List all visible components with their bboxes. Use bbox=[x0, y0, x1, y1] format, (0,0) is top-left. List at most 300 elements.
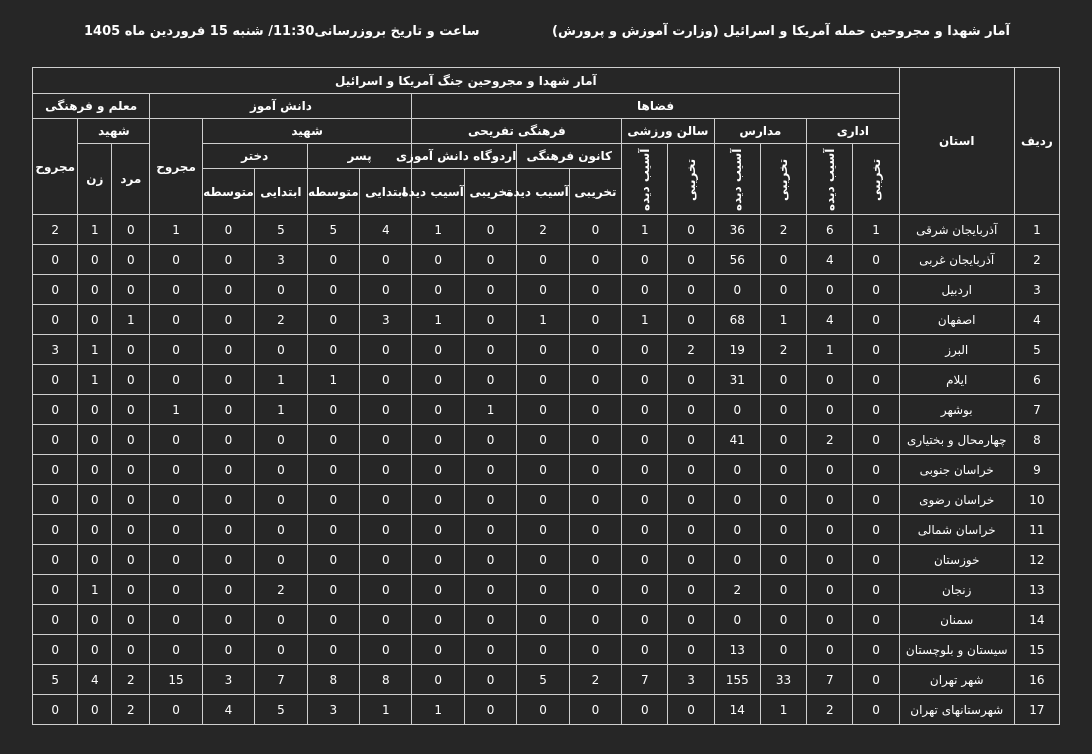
students-injured-cell: 0 bbox=[150, 365, 202, 395]
students-injured-cell: 15 bbox=[150, 665, 202, 695]
admin-damaged-cell: 0 bbox=[807, 485, 853, 515]
kanoon-header: کانون فرهنگی bbox=[517, 144, 622, 169]
admin-damaged-cell: 0 bbox=[807, 545, 853, 575]
students-injured-cell: 0 bbox=[150, 695, 202, 725]
teachers-female-cell: 0 bbox=[78, 455, 112, 485]
kanoon-damaged-cell: 0 bbox=[517, 455, 569, 485]
camp-destroy-cell: 0 bbox=[464, 635, 516, 665]
admin-destroy-cell: 0 bbox=[853, 485, 899, 515]
row-number: 15 bbox=[1014, 635, 1059, 665]
camp-damaged-cell: 0 bbox=[412, 455, 464, 485]
boy-header: پسر bbox=[307, 144, 412, 169]
schools-destroy-cell: 2 bbox=[760, 215, 806, 245]
teachers-martyr-header: شهید bbox=[78, 119, 150, 144]
admin-destroy-header: تخریبی bbox=[853, 144, 899, 215]
male-header: مرد bbox=[112, 144, 150, 215]
camp-destroy-cell: 1 bbox=[464, 395, 516, 425]
teachers-injured-cell: 0 bbox=[33, 245, 78, 275]
gym-damaged-cell: 7 bbox=[622, 665, 668, 695]
gym-destroy-cell: 0 bbox=[668, 605, 714, 635]
girl-secondary-cell: 0 bbox=[202, 275, 254, 305]
boy-elementary-cell: 0 bbox=[360, 455, 412, 485]
province-name: خراسان رضوی bbox=[899, 485, 1014, 515]
kanoon-destroy-cell: 0 bbox=[569, 305, 621, 335]
schools-damaged-cell: 31 bbox=[714, 365, 760, 395]
boy-secondary-cell: 0 bbox=[307, 335, 359, 365]
teachers-female-cell: 0 bbox=[78, 245, 112, 275]
kanoon-damaged-cell: 0 bbox=[517, 395, 569, 425]
camp-damaged-cell: 1 bbox=[412, 305, 464, 335]
kanoon-destroy-cell: 0 bbox=[569, 515, 621, 545]
schools-destroy-cell: 0 bbox=[760, 395, 806, 425]
province-name: زنجان bbox=[899, 575, 1014, 605]
gym-damaged-cell: 0 bbox=[622, 605, 668, 635]
schools-damaged-cell: 56 bbox=[714, 245, 760, 275]
camp-destroy-cell: 0 bbox=[464, 365, 516, 395]
gym-damaged-cell: 0 bbox=[622, 545, 668, 575]
kanoon-damaged-cell: 0 bbox=[517, 575, 569, 605]
province-name: سمنان bbox=[899, 605, 1014, 635]
girl-secondary-cell: 0 bbox=[202, 215, 254, 245]
table-row bbox=[33, 395, 1060, 425]
boy-elementary-cell: 0 bbox=[360, 365, 412, 395]
students-injured-cell: 0 bbox=[150, 605, 202, 635]
kanoon-damaged-cell: 0 bbox=[517, 485, 569, 515]
spaces-group-header: فضاها bbox=[412, 94, 899, 119]
camp-destroy-cell: 0 bbox=[464, 485, 516, 515]
boy-secondary-cell: 0 bbox=[307, 575, 359, 605]
schools-damaged-cell: 0 bbox=[714, 545, 760, 575]
row-number: 13 bbox=[1014, 575, 1059, 605]
camp-destroy-cell: 0 bbox=[464, 665, 516, 695]
admin-destroy-cell: 0 bbox=[853, 395, 899, 425]
teachers-male-cell: 0 bbox=[112, 605, 150, 635]
teachers-male-cell: 0 bbox=[112, 215, 150, 245]
schools-damaged-cell: 13 bbox=[714, 635, 760, 665]
camp-destroy-cell: 0 bbox=[464, 335, 516, 365]
table-row bbox=[33, 245, 1060, 275]
camp-header: اردوگاه دانش آموزی bbox=[412, 144, 517, 169]
kanoon-destroy-cell: 0 bbox=[569, 575, 621, 605]
camp-damaged-cell: 0 bbox=[412, 605, 464, 635]
row-number: 17 bbox=[1014, 695, 1059, 725]
table-row bbox=[33, 665, 1060, 695]
gym-damaged-cell: 0 bbox=[622, 635, 668, 665]
kanoon-destroy-cell: 0 bbox=[569, 365, 621, 395]
boy-secondary-cell: 5 bbox=[307, 215, 359, 245]
schools-destroy-cell: 2 bbox=[760, 335, 806, 365]
schools-destroy-cell: 0 bbox=[760, 455, 806, 485]
kanoon-destroy-cell: 0 bbox=[569, 485, 621, 515]
students-injured-cell: 0 bbox=[150, 635, 202, 665]
gym-destroy-cell: 0 bbox=[668, 635, 714, 665]
table-row bbox=[33, 485, 1060, 515]
gym-destroy-cell: 0 bbox=[668, 485, 714, 515]
girl-elementary-cell: 0 bbox=[255, 485, 307, 515]
girl-secondary-cell: 0 bbox=[202, 335, 254, 365]
table-row bbox=[33, 275, 1060, 305]
girl-secondary-cell: 0 bbox=[202, 545, 254, 575]
schools-destroy-cell: 0 bbox=[760, 515, 806, 545]
row-number: 1 bbox=[1014, 215, 1059, 245]
admin-header: اداری bbox=[807, 119, 900, 144]
boy-elementary-cell: 0 bbox=[360, 245, 412, 275]
teachers-male-cell: 0 bbox=[112, 395, 150, 425]
gym-damaged-cell: 0 bbox=[622, 695, 668, 725]
teachers-female-cell: 0 bbox=[78, 395, 112, 425]
province-name: اردبیل bbox=[899, 275, 1014, 305]
schools-destroy-cell: 1 bbox=[760, 695, 806, 725]
admin-damaged-cell: 1 bbox=[807, 335, 853, 365]
girl-elementary-cell: 0 bbox=[255, 455, 307, 485]
camp-destroy-cell: 0 bbox=[464, 425, 516, 455]
province-name: بوشهر bbox=[899, 395, 1014, 425]
admin-destroy-cell: 0 bbox=[853, 275, 899, 305]
gym-damaged-cell: 0 bbox=[622, 575, 668, 605]
schools-destroy-header: تخریبی bbox=[760, 144, 806, 215]
boy-secondary-cell: 0 bbox=[307, 395, 359, 425]
teachers-injured-cell: 0 bbox=[33, 275, 78, 305]
gym-destroy-cell: 0 bbox=[668, 575, 714, 605]
kanoon-destroy-header: تخریبی bbox=[569, 169, 621, 215]
girl-secondary-cell: 0 bbox=[202, 605, 254, 635]
boy-secondary-cell: 1 bbox=[307, 365, 359, 395]
province-name: خراسان شمالی bbox=[899, 515, 1014, 545]
gym-damaged-cell: 0 bbox=[622, 365, 668, 395]
table-row bbox=[33, 215, 1060, 245]
province-name: آذربایجان غربی bbox=[899, 245, 1014, 275]
schools-damaged-cell: 36 bbox=[714, 215, 760, 245]
teachers-female-cell: 0 bbox=[78, 695, 112, 725]
camp-destroy-cell: 0 bbox=[464, 305, 516, 335]
girl-elementary-cell: 7 bbox=[255, 665, 307, 695]
admin-damaged-cell: 0 bbox=[807, 635, 853, 665]
teachers-female-cell: 0 bbox=[78, 545, 112, 575]
teachers-male-cell: 0 bbox=[112, 275, 150, 305]
schools-damaged-cell: 0 bbox=[714, 275, 760, 305]
students-injured-cell: 0 bbox=[150, 305, 202, 335]
kanoon-damaged-cell: 5 bbox=[517, 665, 569, 695]
schools-destroy-cell: 0 bbox=[760, 365, 806, 395]
kanoon-damaged-cell: 0 bbox=[517, 275, 569, 305]
teachers-male-cell: 0 bbox=[112, 575, 150, 605]
cultural-header: فرهنگی تفریحی bbox=[412, 119, 622, 144]
table-row bbox=[33, 635, 1060, 665]
gym-destroy-cell: 2 bbox=[668, 335, 714, 365]
row-number: 11 bbox=[1014, 515, 1059, 545]
camp-destroy-cell: 0 bbox=[464, 575, 516, 605]
teachers-male-cell: 0 bbox=[112, 245, 150, 275]
girl-secondary-header: متوسطه bbox=[202, 169, 254, 215]
kanoon-damaged-cell: 0 bbox=[517, 365, 569, 395]
admin-damaged-cell: 4 bbox=[807, 245, 853, 275]
students-injured-header: مجروح bbox=[150, 119, 202, 215]
table-row bbox=[33, 605, 1060, 635]
students-injured-cell: 1 bbox=[150, 215, 202, 245]
teachers-male-cell: 0 bbox=[112, 365, 150, 395]
schools-damaged-cell: 2 bbox=[714, 575, 760, 605]
kanoon-damaged-header: آسیب دیده bbox=[517, 169, 569, 215]
teachers-female-cell: 1 bbox=[78, 575, 112, 605]
teachers-injured-cell: 0 bbox=[33, 515, 78, 545]
admin-destroy-cell: 0 bbox=[853, 335, 899, 365]
teachers-male-cell: 1 bbox=[112, 305, 150, 335]
gym-damaged-cell: 0 bbox=[622, 515, 668, 545]
boy-elementary-cell: 0 bbox=[360, 485, 412, 515]
teachers-female-cell: 0 bbox=[78, 425, 112, 455]
province-header: استان bbox=[899, 68, 1014, 215]
gym-destroy-cell: 0 bbox=[668, 245, 714, 275]
admin-destroy-cell: 0 bbox=[853, 695, 899, 725]
boy-secondary-cell: 3 bbox=[307, 695, 359, 725]
boy-elementary-cell: 0 bbox=[360, 605, 412, 635]
table-row bbox=[33, 695, 1060, 725]
kanoon-damaged-cell: 0 bbox=[517, 545, 569, 575]
kanoon-damaged-cell: 0 bbox=[517, 605, 569, 635]
teachers-female-cell: 0 bbox=[78, 485, 112, 515]
girl-elementary-cell: 0 bbox=[255, 635, 307, 665]
table-row bbox=[33, 515, 1060, 545]
camp-damaged-cell: 0 bbox=[412, 665, 464, 695]
teachers-injured-cell: 3 bbox=[33, 335, 78, 365]
row-number: 2 bbox=[1014, 245, 1059, 275]
row-number: 14 bbox=[1014, 605, 1059, 635]
girl-secondary-cell: 0 bbox=[202, 485, 254, 515]
camp-damaged-cell: 0 bbox=[412, 545, 464, 575]
province-name: شهر تهران bbox=[899, 665, 1014, 695]
camp-damaged-cell: 0 bbox=[412, 245, 464, 275]
students-martyr-header: شهید bbox=[202, 119, 412, 144]
girl-secondary-cell: 3 bbox=[202, 665, 254, 695]
boy-elementary-cell: 0 bbox=[360, 545, 412, 575]
schools-damaged-cell: 0 bbox=[714, 515, 760, 545]
girl-secondary-cell: 0 bbox=[202, 425, 254, 455]
teachers-injured-cell: 0 bbox=[33, 635, 78, 665]
camp-damaged-cell: 0 bbox=[412, 635, 464, 665]
admin-destroy-cell: 0 bbox=[853, 245, 899, 275]
boy-secondary-cell: 0 bbox=[307, 275, 359, 305]
province-name: ایلام bbox=[899, 365, 1014, 395]
kanoon-destroy-cell: 0 bbox=[569, 335, 621, 365]
teachers-injured-cell: 0 bbox=[33, 545, 78, 575]
girl-secondary-cell: 0 bbox=[202, 395, 254, 425]
boy-secondary-cell: 0 bbox=[307, 545, 359, 575]
province-name: البرز bbox=[899, 335, 1014, 365]
girl-elementary-cell: 2 bbox=[255, 575, 307, 605]
schools-damaged-cell: 155 bbox=[714, 665, 760, 695]
boy-secondary-cell: 0 bbox=[307, 245, 359, 275]
teachers-injured-cell: 0 bbox=[33, 425, 78, 455]
girl-elementary-cell: 3 bbox=[255, 245, 307, 275]
boy-secondary-cell: 0 bbox=[307, 605, 359, 635]
table-row bbox=[33, 305, 1060, 335]
students-group-header: دانش آموز bbox=[150, 94, 412, 119]
teachers-injured-cell: 2 bbox=[33, 215, 78, 245]
schools-header: مدارس bbox=[714, 119, 807, 144]
girl-elementary-cell: 5 bbox=[255, 695, 307, 725]
boy-elementary-cell: 3 bbox=[360, 305, 412, 335]
admin-destroy-cell: 0 bbox=[853, 635, 899, 665]
camp-damaged-cell: 0 bbox=[412, 575, 464, 605]
boy-elementary-cell: 0 bbox=[360, 275, 412, 305]
casualty-stats-table bbox=[32, 67, 1060, 725]
table-row bbox=[33, 365, 1060, 395]
table-main-title: آمار شهدا و مجروحین جنگ آمریکا و اسرائیل bbox=[33, 68, 900, 94]
gym-destroy-cell: 0 bbox=[668, 695, 714, 725]
gym-damaged-cell: 0 bbox=[622, 425, 668, 455]
teachers-group-header: معلم و فرهنگی bbox=[33, 94, 150, 119]
admin-damaged-cell: 0 bbox=[807, 395, 853, 425]
boy-secondary-cell: 0 bbox=[307, 425, 359, 455]
province-name: خراسان جنوبی bbox=[899, 455, 1014, 485]
gym-damaged-cell: 0 bbox=[622, 485, 668, 515]
province-name: چهارمحال و بختیاری bbox=[899, 425, 1014, 455]
schools-damaged-cell: 41 bbox=[714, 425, 760, 455]
boy-elementary-cell: 0 bbox=[360, 575, 412, 605]
row-number: 10 bbox=[1014, 485, 1059, 515]
boy-elementary-cell: 0 bbox=[360, 635, 412, 665]
admin-damaged-cell: 0 bbox=[807, 575, 853, 605]
kanoon-destroy-cell: 0 bbox=[569, 605, 621, 635]
admin-damaged-cell: 0 bbox=[807, 275, 853, 305]
girl-elementary-cell: 5 bbox=[255, 215, 307, 245]
gym-damaged-header: آسیب دیده bbox=[622, 144, 668, 215]
admin-damaged-cell: 2 bbox=[807, 425, 853, 455]
kanoon-damaged-cell: 0 bbox=[517, 245, 569, 275]
camp-damaged-cell: 0 bbox=[412, 365, 464, 395]
students-injured-cell: 0 bbox=[150, 425, 202, 455]
students-injured-cell: 0 bbox=[150, 455, 202, 485]
teachers-male-cell: 0 bbox=[112, 485, 150, 515]
camp-damaged-cell: 0 bbox=[412, 275, 464, 305]
admin-destroy-cell: 0 bbox=[853, 425, 899, 455]
gym-destroy-cell: 0 bbox=[668, 395, 714, 425]
girl-secondary-cell: 0 bbox=[202, 245, 254, 275]
teachers-injured-cell: 0 bbox=[33, 695, 78, 725]
row-number: 6 bbox=[1014, 365, 1059, 395]
kanoon-damaged-cell: 1 bbox=[517, 305, 569, 335]
boy-elementary-cell: 0 bbox=[360, 515, 412, 545]
row-number: 5 bbox=[1014, 335, 1059, 365]
boy-secondary-cell: 0 bbox=[307, 485, 359, 515]
kanoon-damaged-cell: 0 bbox=[517, 635, 569, 665]
admin-destroy-cell: 0 bbox=[853, 605, 899, 635]
row-number: 7 bbox=[1014, 395, 1059, 425]
students-injured-cell: 0 bbox=[150, 245, 202, 275]
admin-destroy-cell: 0 bbox=[853, 575, 899, 605]
girl-elementary-cell: 0 bbox=[255, 515, 307, 545]
girl-elementary-cell: 1 bbox=[255, 365, 307, 395]
teachers-female-cell: 1 bbox=[78, 365, 112, 395]
province-name: سیستان و بلوچستان bbox=[899, 635, 1014, 665]
admin-damaged-cell: 6 bbox=[807, 215, 853, 245]
gym-destroy-cell: 0 bbox=[668, 215, 714, 245]
camp-destroy-cell: 0 bbox=[464, 455, 516, 485]
gym-destroy-cell: 3 bbox=[668, 665, 714, 695]
admin-destroy-cell: 0 bbox=[853, 305, 899, 335]
teachers-male-cell: 0 bbox=[112, 635, 150, 665]
schools-destroy-cell: 0 bbox=[760, 425, 806, 455]
camp-destroy-cell: 0 bbox=[464, 695, 516, 725]
table-row bbox=[33, 425, 1060, 455]
kanoon-destroy-cell: 0 bbox=[569, 425, 621, 455]
boy-secondary-cell: 0 bbox=[307, 635, 359, 665]
boy-elementary-cell: 4 bbox=[360, 215, 412, 245]
schools-damaged-cell: 0 bbox=[714, 455, 760, 485]
schools-destroy-cell: 0 bbox=[760, 545, 806, 575]
gym-damaged-cell: 1 bbox=[622, 215, 668, 245]
kanoon-damaged-cell: 0 bbox=[517, 335, 569, 365]
camp-damaged-cell: 0 bbox=[412, 425, 464, 455]
camp-damaged-cell: 1 bbox=[412, 695, 464, 725]
schools-destroy-cell: 0 bbox=[760, 605, 806, 635]
kanoon-destroy-cell: 0 bbox=[569, 245, 621, 275]
teachers-male-cell: 2 bbox=[112, 665, 150, 695]
camp-destroy-header: تخریبی bbox=[464, 169, 516, 215]
students-injured-cell: 0 bbox=[150, 545, 202, 575]
schools-damaged-cell: 0 bbox=[714, 395, 760, 425]
kanoon-destroy-cell: 0 bbox=[569, 215, 621, 245]
girl-secondary-cell: 0 bbox=[202, 305, 254, 335]
boy-elementary-cell: 0 bbox=[360, 395, 412, 425]
students-injured-cell: 1 bbox=[150, 395, 202, 425]
gym-header: سالن ورزشی bbox=[622, 119, 715, 144]
kanoon-damaged-cell: 0 bbox=[517, 425, 569, 455]
students-injured-cell: 0 bbox=[150, 335, 202, 365]
teachers-female-cell: 4 bbox=[78, 665, 112, 695]
teachers-male-cell: 2 bbox=[112, 695, 150, 725]
gym-destroy-cell: 0 bbox=[668, 455, 714, 485]
gym-destroy-cell: 0 bbox=[668, 425, 714, 455]
camp-damaged-cell: 0 bbox=[412, 485, 464, 515]
girl-secondary-cell: 0 bbox=[202, 575, 254, 605]
girl-elementary-cell: 0 bbox=[255, 425, 307, 455]
girl-elementary-cell: 0 bbox=[255, 545, 307, 575]
boy-secondary-cell: 0 bbox=[307, 455, 359, 485]
teachers-male-cell: 0 bbox=[112, 455, 150, 485]
girl-elementary-cell: 0 bbox=[255, 275, 307, 305]
row-number-header: ردیف bbox=[1014, 68, 1059, 215]
camp-destroy-cell: 0 bbox=[464, 245, 516, 275]
teachers-injured-cell: 0 bbox=[33, 395, 78, 425]
gym-destroy-cell: 0 bbox=[668, 365, 714, 395]
kanoon-destroy-cell: 0 bbox=[569, 545, 621, 575]
teachers-injured-cell: 0 bbox=[33, 455, 78, 485]
schools-destroy-cell: 1 bbox=[760, 305, 806, 335]
students-injured-cell: 0 bbox=[150, 515, 202, 545]
gym-destroy-cell: 0 bbox=[668, 305, 714, 335]
admin-destroy-cell: 0 bbox=[853, 545, 899, 575]
schools-destroy-cell: 0 bbox=[760, 575, 806, 605]
gym-destroy-header: تخریبی bbox=[668, 144, 714, 215]
girl-secondary-cell: 4 bbox=[202, 695, 254, 725]
row-number: 4 bbox=[1014, 305, 1059, 335]
camp-damaged-cell: 1 bbox=[412, 215, 464, 245]
teachers-injured-header: مجروح bbox=[33, 119, 78, 215]
girl-elementary-cell: 2 bbox=[255, 305, 307, 335]
update-timestamp: ساعت و تاریخ بروزرسانی11:30/ شنبه 15 فروردین ماه 1405 bbox=[84, 24, 480, 39]
teachers-male-cell: 0 bbox=[112, 545, 150, 575]
kanoon-destroy-cell: 0 bbox=[569, 635, 621, 665]
gym-destroy-cell: 0 bbox=[668, 545, 714, 575]
schools-damaged-cell: 14 bbox=[714, 695, 760, 725]
kanoon-destroy-cell: 0 bbox=[569, 275, 621, 305]
girl-elementary-cell: 0 bbox=[255, 605, 307, 635]
schools-damaged-cell: 68 bbox=[714, 305, 760, 335]
admin-damaged-cell: 2 bbox=[807, 695, 853, 725]
admin-destroy-cell: 0 bbox=[853, 455, 899, 485]
teachers-injured-cell: 0 bbox=[33, 605, 78, 635]
